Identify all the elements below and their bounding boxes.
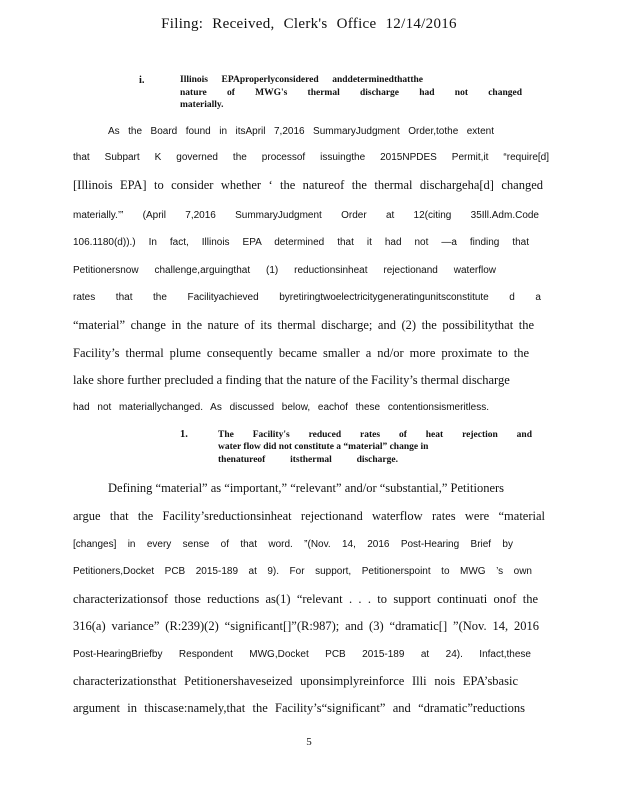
- para2-line-2: argue that the Facility’sreductionsinheat rejectionand waterflow rates were “material: [73, 509, 545, 523]
- para2-line-3: [changes] in every sense of that word. ”(Nov. 14, 2016 Post-Hearing Brief by: [73, 539, 513, 550]
- para1-line-5: 106.1180(d)).) In fact, Illinois EPA determined that it had not —a finding that: [73, 237, 529, 248]
- heading-i-line-1: Illinois EPAproperlyconsidered anddeterminedthatthe: [180, 75, 423, 85]
- para1-line-7: rates that the Facilityachieved byretiringtwoelectricitygeneratingunitsconstitute d a: [73, 292, 541, 303]
- page-number: 5: [306, 736, 312, 748]
- para1-line-9: Facility’s thermal plume consequently became smaller a nd/or more proximate to the: [73, 346, 529, 360]
- para2-line-4: Petitioners,Docket PCB 2015-189 at 9). For support, Petitionerspoint to MWG ’s own: [73, 566, 532, 577]
- heading-1-line-2: water flow did not constitute a “material” change in: [218, 442, 429, 452]
- para1-line-2: that Subpart K governed the processof issuingthe 2015NPDES Permit,it “require[d]: [73, 152, 549, 163]
- para1-line-3: [Illinois EPA] to consider whether ‘ the natureof the thermal dischargeha[d] changed: [73, 178, 543, 192]
- para1-line-1: As the Board found in itsApril 7,2016 SummaryJudgment Order,tothe extent: [108, 126, 494, 137]
- heading-i-number: i.: [139, 75, 145, 86]
- para1-line-8: “material” change in the nature of its thermal discharge; and (2) the possibilitythat the: [73, 318, 534, 332]
- heading-1-line-1: The Facility's reduced rates of heat rejection and: [218, 430, 532, 440]
- heading-i-line-2: nature of MWG's thermal discharge had not changed: [180, 88, 522, 98]
- para1-line-4: materially.’” (April 7,2016 SummaryJudgment Order at 12(citing 35Ill.Adm.Code: [73, 210, 539, 221]
- heading-i-line-3: materially.: [180, 100, 224, 110]
- para2-line-9: argument in thiscase:namely,that the Facility’s“significant” and “dramatic”reductions: [73, 701, 525, 715]
- para1-line-10: lake shore further precluded a finding that the nature of the Facility’s thermal discharge: [73, 373, 510, 387]
- filing-stamp: Filing: Received, Clerk's Office 12/14/2016: [161, 16, 457, 32]
- heading-1-line-3: thenatureof itsthermal discharge.: [218, 455, 398, 465]
- para2-line-7: Post-HearingBriefby Respondent MWG,Docket PCB 2015-189 at 24). Infact,these: [73, 649, 531, 660]
- para2-line-6: 316(a) variance” (R:239)(2) “significant[]”(R:987); and (3) “dramatic[] ”(Nov. 14, 2016: [73, 619, 539, 633]
- para2-line-1: Defining “material” as “important,” “relevant” and/or “substantial,” Petitioners: [108, 481, 505, 495]
- heading-1-number: 1.: [180, 429, 188, 440]
- para2-line-5: characterizationsof those reductions as(1) “relevant . . . to support continuati onof the: [73, 592, 538, 606]
- para2-line-8: characterizationsthat Petitionershaveseized uponsimplyreinforce Illi nois EPA’sbasic: [73, 674, 518, 688]
- para1-line-11: had not materiallychanged. As discussed below, eachof these contentionsismeritless.: [73, 402, 489, 413]
- para1-line-6: Petitionersnow challenge,arguingthat (1) reductionsinheat rejectionand waterflow: [73, 265, 496, 276]
